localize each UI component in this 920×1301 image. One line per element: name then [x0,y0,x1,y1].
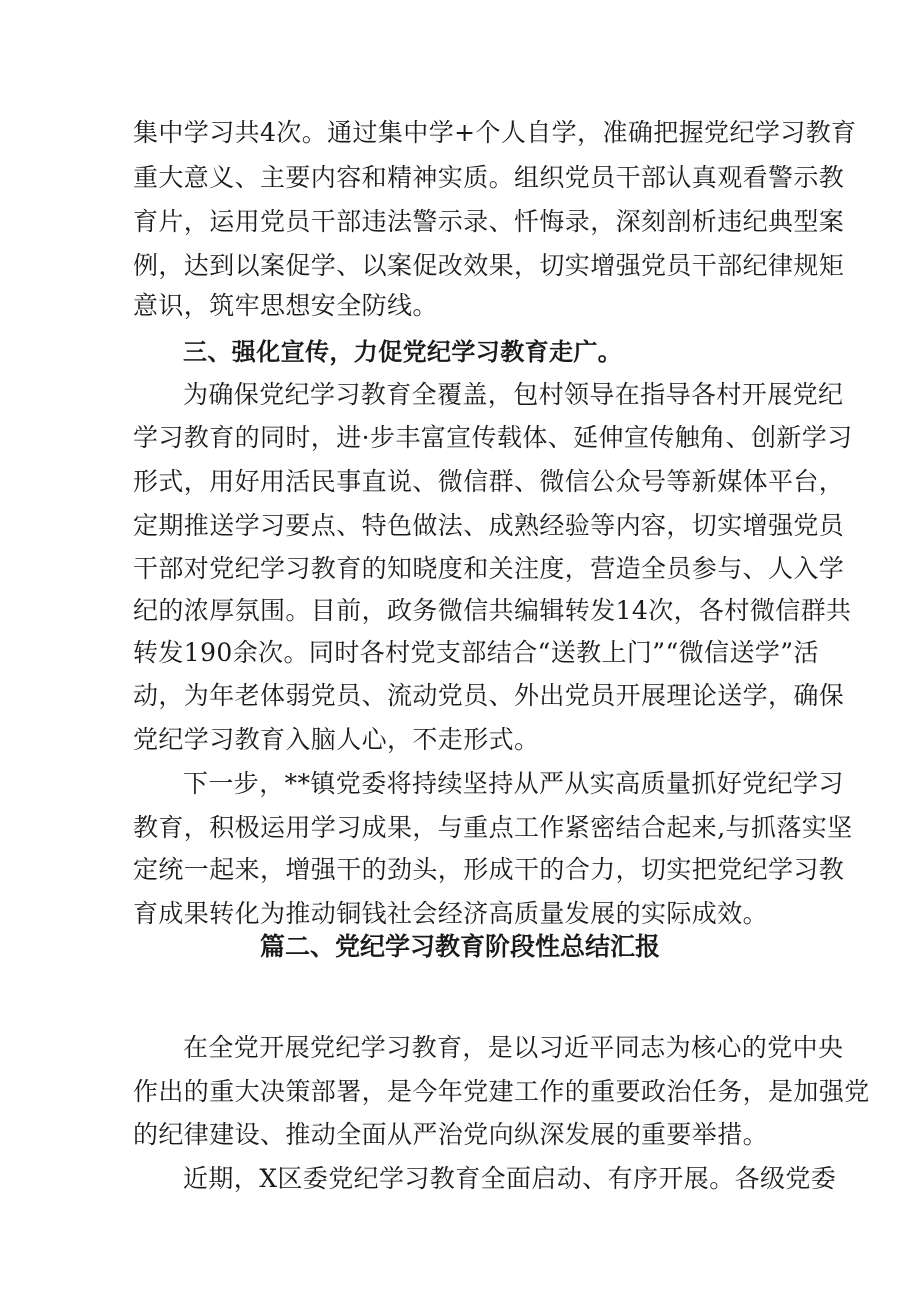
paragraph-line: 育成果转化为推动铜钱社会经济高质量发展的实际成效。 [133,899,769,928]
paragraph-line: 学习教育的同时，进·步丰富宣传载体、延伸宣传触角、创新学习 [133,423,853,452]
paragraph-line: 例，达到以案促学、以案促改效果，切实增强党员干部纪律规矩 [133,251,845,280]
section-heading: 三、强化宣传，力促党纪学习教育走广。 [183,338,623,366]
paragraph-line: 意识，筑牢思想安全防线。 [133,291,438,320]
paragraph-line: 党纪学习教育入脑人心，不走形式。 [133,725,540,754]
paragraph-line: 重大意义、主要内容和精神实质。组织党员干部认真观看警示教 [133,163,845,192]
paragraph-line: 的纪律建设、推动全面从严治党向纵深发展的重要举措。 [133,1120,769,1149]
paragraph-line: 转发190余次。同时各村党支部结合“送教上门”“微信送学”活 [133,638,819,667]
paragraph-line: 纪的浓厚氛围。目前，政务微信共编辑转发14次，各村微信群共 [133,596,852,625]
paragraph-line: 集中学习共4次。通过集中学+个人自学，准确把握党纪学习教育 [133,118,857,147]
paragraph-line: 作出的重大决策部署，是今年党建工作的重要政治任务，是加强党 [133,1077,870,1106]
paragraph-line: 干部对党纪学习教育的知晓度和关注度，营造全员参与、人入学 [133,554,845,583]
paragraph-line: 育片，运用党员干部违法警示录、忏悔录，深刻剖析违纪典型案 [133,207,845,236]
paragraph-line: 定期推送学习要点、特色做法、成熟经验等内容，切实增强党员 [133,511,845,540]
paragraph-line: 形式，用好用活民事直说、微信群、微信公众号等新媒体平台， [133,467,845,496]
paragraph-line: 教育，积极运用学习成果，与重点工作紧密结合起来,与抓落实坚 [133,813,853,842]
article-title: 篇二、党纪学习教育阶段性总结汇报 [259,932,660,961]
paragraph-line: 定统一起来，增强干的劲头，形成干的合力，切实把党纪学习教 [133,855,845,884]
paragraph-line: 下一步，**镇党委将持续坚持从严从实高质量抓好党纪学习 [183,769,844,798]
paragraph-line: 在全党开展党纪学习教育，是以习近平同志为核心的党中央 [183,1033,844,1062]
paragraph-line: 动，为年老体弱党员、流动党员、外出党员开展理论送学，确保 [133,681,845,710]
paragraph-line: 为确保党纪学习教育全覆盖，包村领导在指导各村开展党纪 [183,380,844,409]
paragraph-line: 近期，X区委党纪学习教育全面启动、有序开展。各级党委 [183,1164,837,1193]
